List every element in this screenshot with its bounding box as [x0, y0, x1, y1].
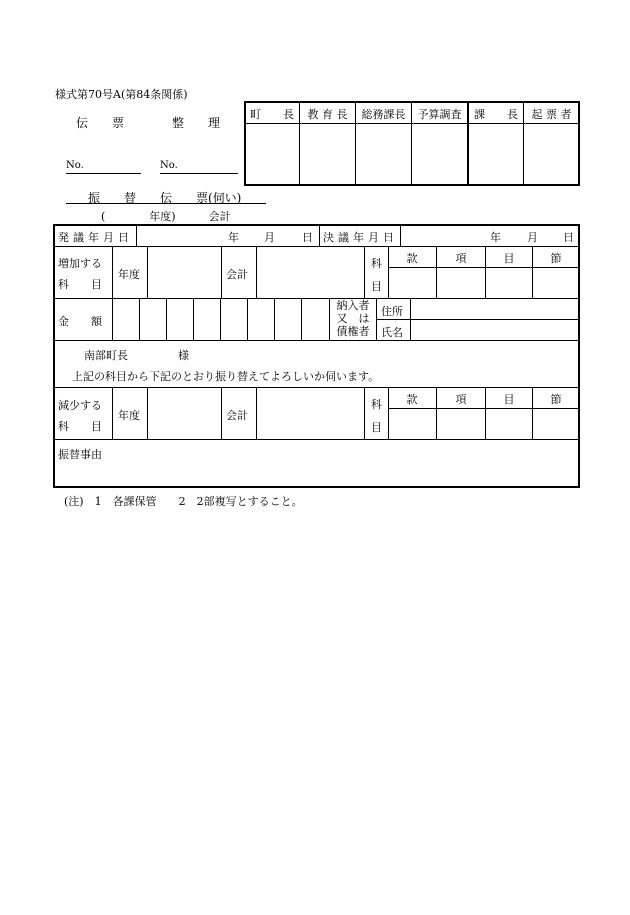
no-underline-1: [66, 173, 141, 174]
amount-digit-line: [220, 299, 221, 340]
voucher-title-underline: [66, 203, 266, 204]
issue-year: 年: [228, 231, 239, 244]
fiscal-line: ( 年度) 会計: [101, 210, 231, 223]
issue-month: 月: [264, 231, 275, 244]
col-line: [221, 388, 222, 439]
col-line: [256, 388, 257, 439]
col-line: [112, 388, 113, 439]
decrease-label-2: 科 目: [58, 420, 102, 433]
form-title: 様式第70号A(第84条関係): [55, 88, 188, 101]
increase-kaikei: 会計: [226, 268, 248, 281]
increase-ka-2: 目: [371, 280, 382, 293]
amount-digit-line: [166, 299, 167, 340]
addressee: 南部町長: [84, 349, 128, 362]
payee-label-2: 又 は: [336, 312, 370, 325]
increase-setsu: 節: [550, 252, 562, 265]
row-line: [388, 408, 579, 409]
payee-label-3: 債権者: [336, 325, 370, 338]
amount-digit-line: [301, 299, 302, 340]
voucher-title: 振 替 伝 票(伺い): [88, 191, 242, 205]
subtitle-voucher: 伝 票: [76, 116, 125, 130]
col-line: [112, 247, 113, 298]
decrease-nendo: 年度: [118, 409, 140, 422]
name-label: 氏名: [381, 326, 403, 339]
payee-label: [330, 299, 376, 338]
amount-label: 金 額: [58, 315, 102, 328]
amount-digit-line: [139, 299, 140, 340]
decrease-ka-2: 目: [371, 421, 382, 434]
reason-label: 振替事由: [58, 448, 102, 461]
issue-day: 日: [302, 231, 313, 244]
decrease-kaikei: 会計: [226, 409, 248, 422]
approval-drafter: 起 票 者: [531, 108, 572, 121]
col-line: [112, 299, 113, 340]
decrease-kou: 項: [455, 393, 467, 406]
row-line: [388, 267, 579, 268]
col-line: [136, 225, 137, 246]
approval-mayor: 町 長: [250, 108, 294, 121]
increase-nendo: 年度: [118, 268, 140, 281]
decrease-kan: 款: [406, 393, 418, 406]
decision-year: 年: [490, 231, 501, 244]
row-line: [377, 319, 579, 320]
no-label-2: No.: [160, 160, 178, 171]
row-line: [54, 246, 579, 247]
increase-kou: 項: [455, 252, 467, 265]
decision-date-label: 決議年月日: [323, 231, 398, 244]
col-line: [364, 388, 365, 439]
row-line: [54, 340, 579, 341]
address-label: 住所: [381, 305, 403, 318]
row-line: [54, 298, 579, 299]
subtitle-arrange: 整 理: [172, 116, 221, 130]
increase-label-1: 増加する: [58, 257, 102, 270]
approval-budget: 予算調査: [417, 108, 462, 121]
row-line: [54, 439, 579, 440]
approval-general-affairs: 総務課長: [361, 108, 406, 121]
col-line: [256, 247, 257, 298]
amount-digit-line: [247, 299, 248, 340]
decrease-setsu: 節: [550, 393, 562, 406]
col-line: [364, 247, 365, 298]
col-line: [147, 388, 148, 439]
col-line: [147, 247, 148, 298]
approval-section-chief: 課 長: [474, 108, 518, 121]
increase-moku: 目: [503, 252, 515, 265]
decision-day: 日: [563, 231, 574, 244]
col-line: [221, 247, 222, 298]
decrease-moku: 目: [503, 393, 515, 406]
approval-superintendent: 教 育 長: [307, 108, 348, 121]
increase-kan: 款: [406, 252, 418, 265]
approval-header-line: [245, 123, 579, 124]
amount-digit-line: [193, 299, 194, 340]
col-line: [400, 225, 401, 246]
decision-month: 月: [527, 231, 538, 244]
no-underline-2: [160, 173, 238, 174]
payee-label-1: 納入者: [336, 299, 370, 312]
note: (注) 1 各課保管 2 2部複写とすること。: [64, 495, 303, 508]
row-line: [54, 387, 579, 388]
decrease-label-1: 減少する: [58, 399, 102, 412]
issue-date-label: 発議年月日: [58, 231, 133, 244]
amount-digit-line: [274, 299, 275, 340]
increase-label-2: 科 目: [58, 278, 102, 291]
addressee-sama: 様: [178, 349, 189, 362]
col-line: [319, 225, 320, 246]
request-text: 上記の科目から下記のとおり振り替えてよろしいか伺います。: [72, 370, 380, 383]
increase-ka-1: 科: [371, 257, 382, 270]
decrease-ka-1: 科: [371, 398, 382, 411]
no-label-1: No.: [66, 160, 84, 171]
